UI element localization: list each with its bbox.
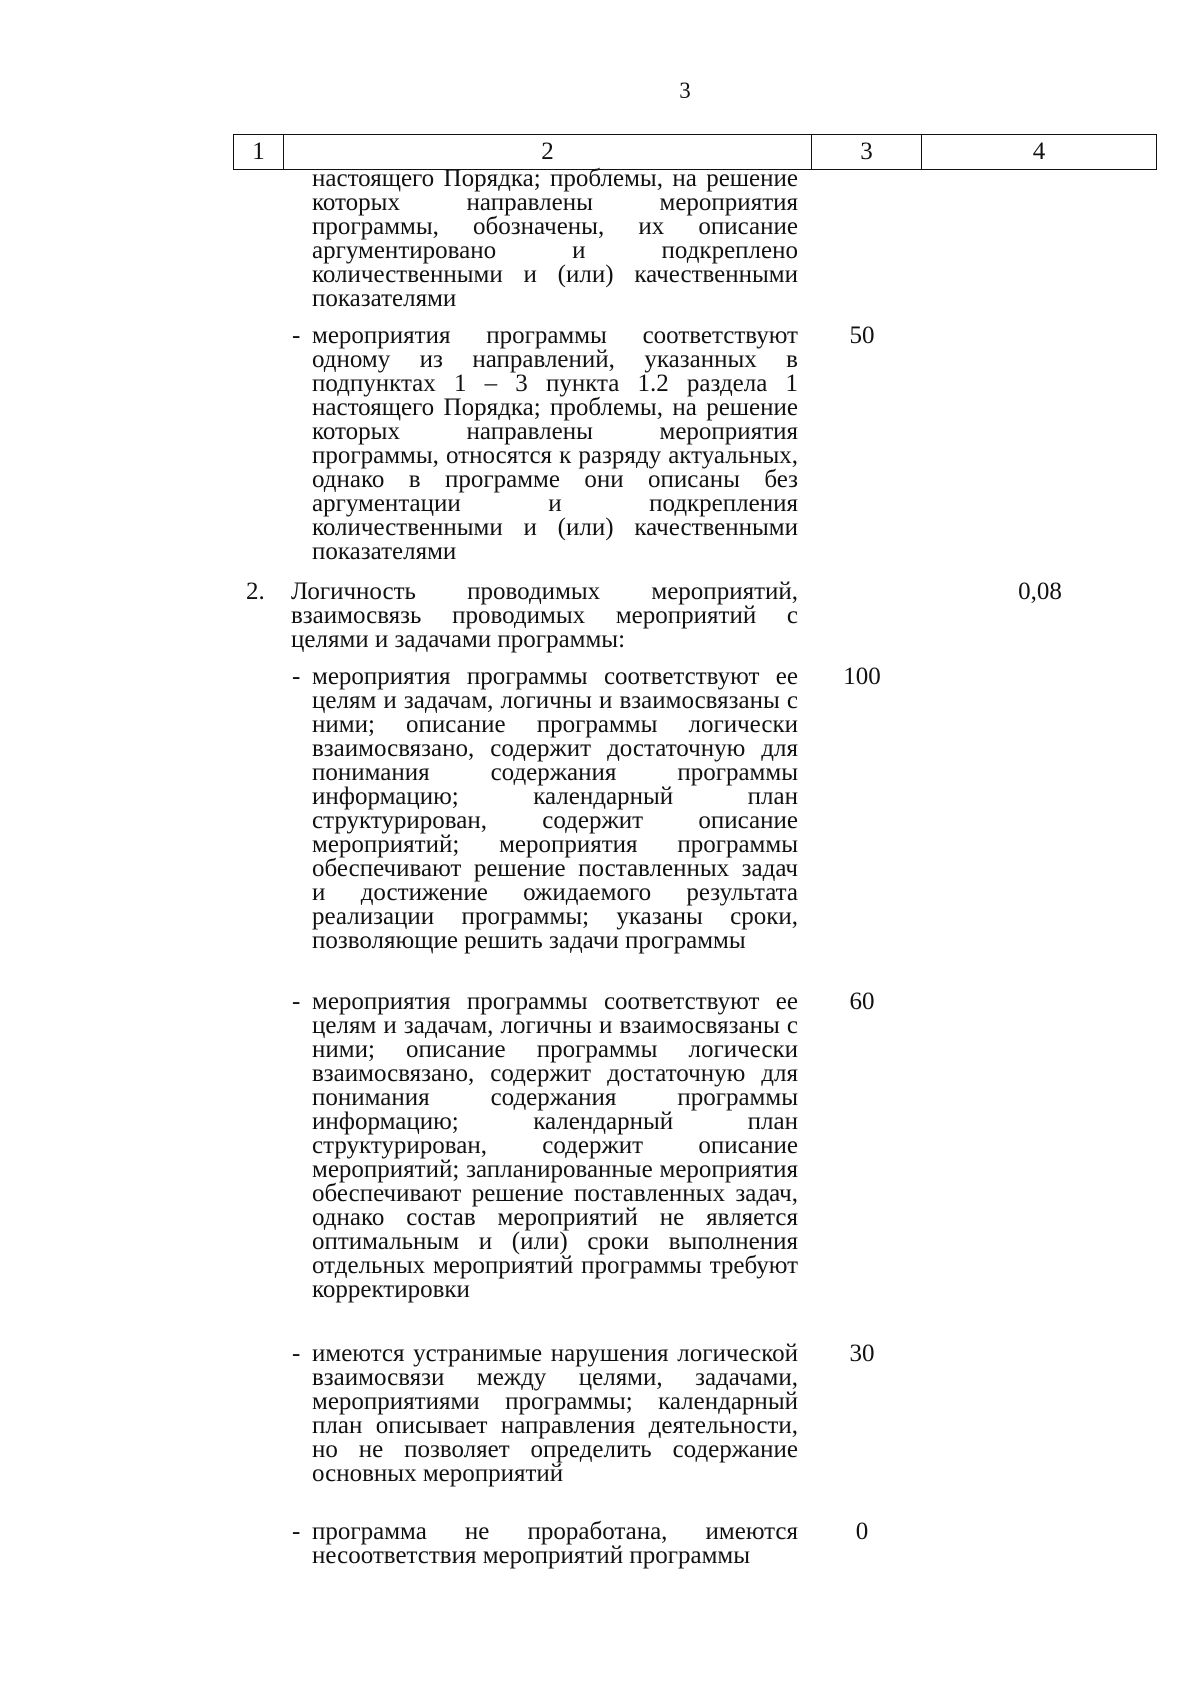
header-cell-4: 4 bbox=[1032, 138, 1046, 165]
criterion-text: настоящего Порядка; проблемы, на решение которых направлены мероприятия программы, обозначены, их описание аргументировано и подкреплено количественными и (или) качественными показателями bbox=[312, 165, 798, 312]
score-value: 0 bbox=[855, 1518, 869, 1545]
criterion-text: мероприятия программы соответствуют одному из направлений, указанных в подпунктах 1 – 3 пункта 1.2 раздела 1 настоящего Порядка; проблемы, на решение которых направлены мероприятия программы, относятся к разряду актуальных, однако в программе они описаны без аргументации и подкрепления количественными и (или) качественными показателями bbox=[312, 322, 798, 565]
score-value: 100 bbox=[843, 663, 881, 690]
criterion-text: имеются устранимые нарушения логической взаимосвязи между целями, задачами, мероприятиями программы; календарный план описывает направления деятельности, но не позволяет определить содержание основных мероприятий bbox=[312, 1340, 798, 1487]
list-dash: - bbox=[292, 1518, 301, 1545]
header-cell-3: 3 bbox=[812, 135, 922, 169]
header-cell-2: 2 bbox=[284, 135, 812, 169]
weight-value: 0,08 bbox=[1018, 578, 1062, 605]
score-value: 50 bbox=[849, 322, 875, 349]
score-value: 60 bbox=[849, 988, 875, 1015]
header-cell-1: 1 bbox=[234, 135, 284, 169]
item-number: 2. bbox=[246, 578, 265, 605]
list-dash: - bbox=[292, 663, 301, 690]
list-dash: - bbox=[292, 988, 301, 1015]
page-number: 3 bbox=[679, 78, 691, 103]
criterion-text: программа не проработана, имеются несоответствия мероприятий программы bbox=[312, 1518, 798, 1569]
score-value: 30 bbox=[849, 1340, 875, 1367]
criterion-text: мероприятия программы соответствуют ее целям и задачам, логичны и взаимосвязаны с ними; описание программы логически взаимосвязано, содержит достаточную для понимания содержания программы информацию; календарный план структурирован, содержит описание мероприятий; мероприятия программы обеспечивают решение поставленных задач и достижение ожидаемого результата реализации программы; указаны сроки, позволяющие решить задачи программы bbox=[312, 663, 798, 954]
list-dash: - bbox=[292, 1340, 301, 1367]
criterion-text: мероприятия программы соответствуют ее целям и задачам, логичны и взаимосвязаны с ними; описание программы логически взаимосвязано, содержит достаточную для понимания содержания программы информацию; календарный план структурирован, содержит описание мероприятий; запланированные мероприятия обеспечивают решение поставленных задач, однако состав мероприятий не является оптимальным и (или) сроки выполнения отдельных мероприятий программы требуют корректировки bbox=[312, 988, 798, 1303]
list-dash: - bbox=[292, 322, 301, 349]
item-title: Логичность проводимых мероприятий, взаимосвязь проводимых мероприятий с целями и задачами программы: bbox=[291, 578, 798, 653]
